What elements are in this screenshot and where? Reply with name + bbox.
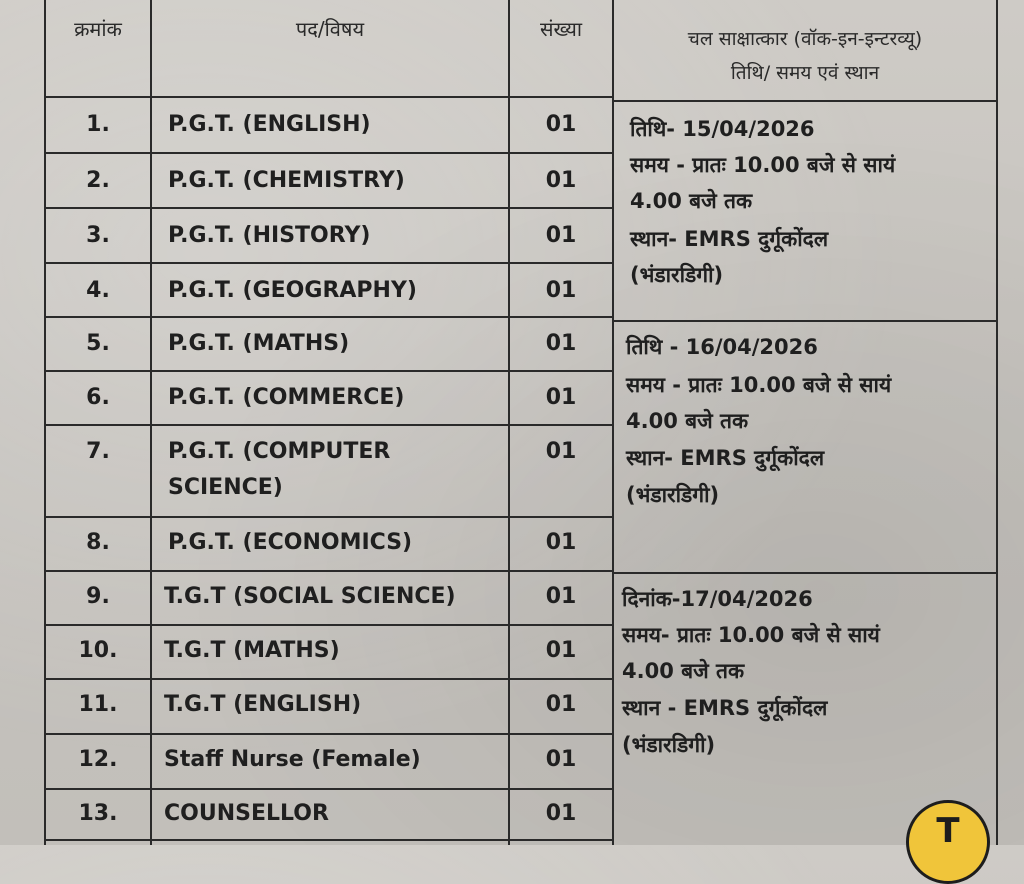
schedule-date: तिथि - 16/04/2026 bbox=[626, 335, 818, 359]
row-divider bbox=[44, 678, 612, 680]
row-count: 01 bbox=[545, 112, 577, 137]
row-serial: 9. bbox=[86, 584, 110, 609]
column-divider-count bbox=[612, 0, 614, 845]
row-post: P.G.T. (GEOGRAPHY) bbox=[168, 278, 417, 303]
row-post: T.G.T (ENGLISH) bbox=[164, 692, 362, 717]
row-serial: 1. bbox=[86, 112, 110, 137]
row-count: 01 bbox=[545, 278, 577, 303]
row-post: T.G.T (MATHS) bbox=[164, 638, 340, 663]
header-count: संख्या bbox=[540, 17, 582, 41]
row-count: 01 bbox=[545, 638, 577, 663]
header-post: पद/विषय bbox=[295, 17, 365, 41]
row-post-continued: SCIENCE) bbox=[168, 475, 283, 500]
table-border-right bbox=[996, 0, 998, 845]
row-count: 01 bbox=[545, 801, 577, 826]
schedule-place: स्थान- EMRS दुर्गूकोंदल bbox=[626, 446, 825, 470]
schedule-time-end: 4.00 बजे तक bbox=[630, 189, 753, 213]
row-divider bbox=[44, 570, 612, 572]
row-post: P.G.T. (HISTORY) bbox=[168, 223, 371, 248]
row-post: Staff Nurse (Female) bbox=[164, 747, 421, 772]
row-serial: 10. bbox=[78, 638, 118, 663]
row-divider bbox=[44, 733, 612, 735]
row-serial: 6. bbox=[86, 385, 110, 410]
schedule-divider bbox=[612, 572, 998, 574]
schedule-place-detail: (भंडारडिगी) bbox=[630, 263, 724, 287]
row-divider bbox=[44, 424, 612, 426]
row-post: P.G.T. (COMPUTER bbox=[168, 439, 391, 464]
row-count: 01 bbox=[545, 168, 577, 193]
row-serial: 2. bbox=[86, 168, 110, 193]
schedule-time: समय - प्रातः 10.00 बजे से सायं bbox=[630, 153, 896, 177]
row-divider bbox=[44, 370, 612, 372]
row-serial: 7. bbox=[86, 439, 110, 464]
row-post: P.G.T. (ECONOMICS) bbox=[168, 530, 413, 555]
schedule-time-end: 4.00 बजे तक bbox=[622, 659, 745, 683]
row-divider bbox=[44, 207, 612, 209]
row-serial: 8. bbox=[86, 530, 110, 555]
schedule-time: समय - प्रातः 10.00 बजे से सायं bbox=[626, 373, 892, 397]
row-count: 01 bbox=[545, 439, 577, 464]
row-count: 01 bbox=[545, 584, 577, 609]
row-serial: 3. bbox=[86, 223, 110, 248]
row-divider bbox=[44, 516, 612, 518]
header-serial: क्रमांक bbox=[74, 17, 122, 41]
t-logo-glyph-icon: T bbox=[936, 811, 960, 851]
header-interview-line1: चल साक्षात्कार (वॉक-इन-इन्टरव्यू) bbox=[687, 28, 923, 50]
row-count: 01 bbox=[545, 747, 577, 772]
schedule-time-end: 4.00 बजे तक bbox=[626, 409, 749, 433]
row-count: 01 bbox=[545, 331, 577, 356]
row-count: 01 bbox=[545, 385, 577, 410]
row-post: COUNSELLOR bbox=[164, 801, 329, 826]
schedule-time: समय- प्रातः 10.00 बजे से सायं bbox=[622, 623, 880, 647]
schedule-place: स्थान- EMRS दुर्गूकोंदल bbox=[630, 227, 829, 251]
row-post: P.G.T. (CHEMISTRY) bbox=[168, 168, 405, 193]
row-serial: 12. bbox=[78, 747, 118, 772]
schedule-date: तिथि- 15/04/2026 bbox=[630, 117, 815, 141]
schedule-place: स्थान - EMRS दुर्गूकोंदल bbox=[622, 696, 828, 720]
row-divider bbox=[44, 624, 612, 626]
row-count: 01 bbox=[545, 530, 577, 555]
row-count: 01 bbox=[545, 692, 577, 717]
header-interview-line2: तिथि/ समय एवं स्थान bbox=[730, 62, 880, 84]
row-divider bbox=[44, 788, 612, 790]
row-serial: 11. bbox=[78, 692, 118, 717]
schedule-place-detail: (भंडारडिगी) bbox=[622, 733, 716, 757]
row-count: 01 bbox=[545, 223, 577, 248]
column-divider-serial bbox=[150, 0, 152, 845]
row-serial: 5. bbox=[86, 331, 110, 356]
schedule-date: दिनांक-17/04/2026 bbox=[622, 587, 813, 611]
row-divider bbox=[44, 152, 612, 154]
schedule-divider bbox=[612, 320, 998, 322]
schedule-place-detail: (भंडारडिगी) bbox=[626, 483, 720, 507]
row-post: P.G.T. (MATHS) bbox=[168, 331, 350, 356]
table-border-bottom bbox=[44, 839, 612, 841]
row-serial: 13. bbox=[78, 801, 118, 826]
row-divider bbox=[44, 316, 612, 318]
row-divider bbox=[44, 96, 612, 98]
row-post: P.G.T. (ENGLISH) bbox=[168, 112, 371, 137]
row-serial: 4. bbox=[86, 278, 110, 303]
schedule-divider bbox=[612, 100, 998, 102]
row-post: P.G.T. (COMMERCE) bbox=[168, 385, 405, 410]
t-logo-icon[interactable] bbox=[906, 800, 990, 884]
row-divider bbox=[44, 262, 612, 264]
row-post: T.G.T (SOCIAL SCIENCE) bbox=[164, 584, 456, 609]
